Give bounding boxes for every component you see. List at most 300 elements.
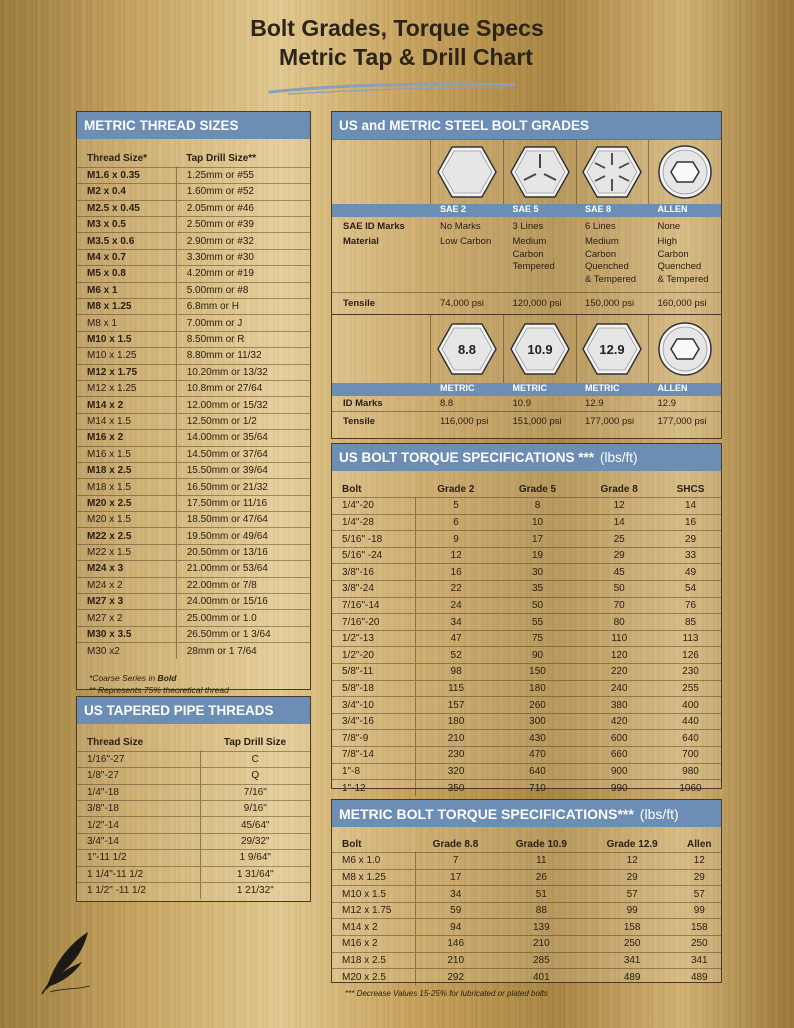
torque-value-cell: 9: [415, 531, 497, 548]
torque-value-cell: 210: [415, 952, 496, 969]
material-line: Carbon: [512, 248, 544, 260]
grade-name: SAE 5: [512, 204, 539, 214]
column-header: SHCS: [676, 483, 705, 495]
thread-size-cell: M18 x 1.5: [77, 479, 176, 495]
torque-value-cell: 49: [660, 564, 721, 581]
table-row: [77, 544, 310, 560]
metric-id-label: ID Marks: [343, 398, 383, 409]
tap-drill-cell: 14.00mm or 35/64: [176, 430, 310, 446]
bolt-size-cell: 1/4"-28: [332, 514, 415, 531]
column-header: Bolt: [342, 838, 362, 850]
table-row: [77, 233, 310, 249]
tap-drill-cell: 7/16": [200, 784, 310, 800]
tap-drill-cell: 15.50mm or 39/64: [176, 462, 310, 478]
col-tap-drill: Tap Drill Size: [223, 737, 287, 749]
column-header: Grade 12.9: [606, 838, 658, 850]
id-mark: 12.9: [657, 398, 676, 409]
metric-torque-panel: [331, 799, 722, 983]
torque-value-cell: 29: [578, 547, 660, 564]
table-row: [77, 643, 310, 659]
thread-size-cell: 3/8"-18: [77, 801, 200, 817]
title-line-2: Metric Tap & Drill Chart: [279, 44, 533, 70]
thread-size-cell: M1.6 x 0.35: [77, 167, 176, 183]
id-mark: 6 Lines: [585, 221, 616, 232]
thread-size-cell: M14 x 2: [77, 397, 176, 413]
thread-size-cell: M12 x 1.75: [77, 364, 176, 380]
table-row: [77, 850, 310, 866]
torque-value-cell: 210: [496, 936, 587, 953]
thread-size-cell: M2 x 0.4: [77, 184, 176, 200]
material-line: Low Carbon: [440, 236, 492, 247]
table-row: [77, 817, 310, 833]
torque-value-cell: 250: [587, 936, 678, 953]
tap-drill-cell: 24.00mm or 15/16: [176, 594, 310, 610]
torque-value-cell: 19: [497, 547, 579, 564]
tap-drill-cell: 12.00mm or 15/32: [176, 397, 310, 413]
table-row: [77, 299, 310, 315]
torque-value-cell: 158: [587, 919, 678, 936]
col-thread-size: Thread Size*: [87, 153, 148, 165]
metric-thread-sizes-panel: [76, 111, 311, 696]
tap-drill-cell: 20.50mm or 13/16: [176, 544, 310, 560]
torque-value-cell: 115: [415, 680, 497, 697]
tap-drill-cell: 2.50mm or #39: [176, 217, 310, 233]
bolt-size-cell: 1"-8: [332, 763, 415, 780]
table-row: [332, 697, 721, 714]
col-tap-drill: Tap Drill Size**: [186, 153, 257, 165]
tap-drill-cell: 29/32": [200, 833, 310, 849]
bolt-size-cell: 7/8"-14: [332, 747, 415, 764]
torque-value-cell: 45: [578, 564, 660, 581]
us-tapered-heading: US TAPERED PIPE THREADS: [77, 697, 310, 724]
id-mark: No Marks: [440, 221, 481, 232]
torque-value-cell: 180: [415, 713, 497, 730]
thread-size-cell: 1 1/2" -11 1/2: [77, 883, 200, 899]
column-header: Allen: [687, 838, 712, 850]
column-header: Bolt: [342, 483, 362, 495]
tap-drill-cell: Q: [200, 768, 310, 784]
bolt-size-cell: 3/4"-10: [332, 697, 415, 714]
metric-torque-heading: [332, 800, 721, 827]
sae-grade-names: [332, 204, 721, 217]
tap-drill-cell: 1 9/64": [200, 850, 310, 866]
table-row: [77, 364, 310, 380]
torque-value-cell: 120: [578, 647, 660, 664]
note-theoretical: ** Represents 75% theoretical thread: [89, 685, 229, 696]
material-line: Tempered: [512, 261, 555, 272]
torque-value-cell: 88: [496, 902, 587, 919]
tensile-value: 160,000 psi: [657, 298, 707, 309]
column-header: Grade 10.9: [515, 838, 567, 850]
thread-size-cell: M10 x 1.5: [77, 331, 176, 347]
torque-value-cell: 341: [587, 952, 678, 969]
note-coarse-prefix: *Coarse Series in: [89, 673, 158, 684]
table-row: [332, 969, 721, 986]
torque-value-cell: 6: [415, 514, 497, 531]
thread-size-cell: M5 x 0.8: [77, 266, 176, 282]
table-row: [332, 564, 721, 581]
torque-value-cell: 94: [415, 919, 496, 936]
torque-value-cell: 11: [496, 853, 587, 870]
torque-value-cell: 29: [660, 531, 721, 548]
bolt-size-cell: 5/16" -24: [332, 547, 415, 564]
sae-tensile-row: [332, 292, 721, 314]
table-row: [332, 886, 721, 903]
torque-value-cell: 341: [678, 952, 721, 969]
thread-size-cell: M27 x 3: [77, 594, 176, 610]
metric-head-icons: [332, 314, 721, 383]
metric-torque-unit: (lbs/ft): [639, 805, 679, 822]
us-torque-title: US BOLT TORQUE SPECIFICATIONS ***: [339, 450, 595, 465]
torque-value-cell: 489: [587, 969, 678, 986]
thread-size-cell: M16 x 1.5: [77, 446, 176, 462]
thread-size-cell: M3.5 x 0.6: [77, 233, 176, 249]
thread-size-cell: M14 x 1.5: [77, 413, 176, 429]
table-row: [77, 512, 310, 528]
torque-value-cell: 52: [415, 647, 497, 664]
torque-value-cell: 380: [578, 697, 660, 714]
torque-value-cell: 430: [497, 730, 579, 747]
tap-drill-cell: 8.50mm or R: [176, 331, 310, 347]
torque-value-cell: 14: [660, 498, 721, 515]
table-row: [332, 547, 721, 564]
thread-size-cell: M20 x 2.5: [77, 495, 176, 511]
bolt-size-cell: M16 x 2: [332, 936, 415, 953]
torque-value-cell: 17: [415, 869, 496, 886]
torque-value-cell: 158: [678, 919, 721, 936]
table-row: [77, 495, 310, 511]
torque-value-cell: 489: [678, 969, 721, 986]
bolt-size-cell: 7/8"-9: [332, 730, 415, 747]
torque-value-cell: 990: [578, 780, 660, 797]
torque-value-cell: 113: [660, 630, 721, 647]
sae2-head-icon: [431, 140, 504, 204]
torque-value-cell: 12: [587, 853, 678, 870]
table-row: [332, 498, 721, 515]
tap-drill-cell: 9/16": [200, 801, 310, 817]
thread-size-cell: M8 x 1: [77, 315, 176, 331]
sae8-head-icon: [577, 140, 650, 204]
bolt-size-cell: M10 x 1.5: [332, 886, 415, 903]
us-torque-heading: [332, 444, 721, 471]
us-tapered-table: [77, 735, 310, 899]
torque-value-cell: 157: [415, 697, 497, 714]
bolt-grades-heading: US and METRIC STEEL BOLT GRADES: [332, 112, 721, 139]
torque-value-cell: 57: [587, 886, 678, 903]
table-row: [77, 528, 310, 544]
table-row: [332, 664, 721, 681]
table-row: [332, 614, 721, 631]
torque-value-cell: 54: [660, 581, 721, 598]
tensile-label: Tensile: [343, 415, 376, 427]
table-row: [77, 200, 310, 216]
table-row: [77, 430, 310, 446]
thread-size-cell: M10 x 1.25: [77, 348, 176, 364]
metric-88-head-icon: [431, 315, 504, 383]
table-row: [77, 380, 310, 396]
torque-value-cell: 5: [415, 498, 497, 515]
bolt-size-cell: 1"-12: [332, 780, 415, 797]
torque-value-cell: 420: [578, 713, 660, 730]
torque-value-cell: 50: [578, 581, 660, 598]
thread-size-cell: M18 x 2.5: [77, 462, 176, 478]
thread-size-cell: M6 x 1: [77, 282, 176, 298]
table-row: [77, 626, 310, 642]
table-row: [332, 581, 721, 598]
torque-value-cell: 710: [497, 780, 579, 797]
thread-size-cell: M3 x 0.5: [77, 217, 176, 233]
torque-value-cell: 75: [497, 630, 579, 647]
metric-id-marks-row: [332, 396, 721, 411]
tap-drill-cell: 19.50mm or 49/64: [176, 528, 310, 544]
us-torque-panel: [331, 443, 722, 794]
us-torque-unit: (lbs/ft): [600, 450, 638, 465]
id-mark: 8.8: [440, 398, 454, 409]
thread-size-cell: 3/4"-14: [77, 833, 200, 849]
torque-value-cell: 8: [497, 498, 579, 515]
bolt-size-cell: 1/4"-20: [332, 498, 415, 515]
thread-size-cell: 1"-11 1/2: [77, 850, 200, 866]
thread-size-cell: M30 x 3.5: [77, 626, 176, 642]
torque-value-cell: 12: [678, 853, 721, 870]
tap-drill-cell: 2.90mm or #32: [176, 233, 310, 249]
torque-value-cell: 300: [497, 713, 579, 730]
table-row: [77, 315, 310, 331]
sae-head-icons: [332, 139, 721, 204]
tap-drill-cell: 1 21/32": [200, 883, 310, 899]
page-title: [0, 14, 794, 72]
torque-footnote: *** Decrease Values 15-25% for lubricated or plated bolts: [345, 989, 548, 998]
grade-name: ALLEN: [657, 204, 688, 214]
table-row: [77, 751, 310, 767]
tap-drill-cell: 7.00mm or J: [176, 315, 310, 331]
tap-drill-cell: 26.50mm or 1 3/64: [176, 626, 310, 642]
torque-value-cell: 59: [415, 902, 496, 919]
torque-value-cell: 99: [678, 902, 721, 919]
torque-value-cell: 33: [660, 547, 721, 564]
torque-value-cell: 12: [578, 498, 660, 515]
table-row: [332, 936, 721, 953]
metric-tensile-row: [332, 411, 721, 430]
bolt-size-cell: M14 x 2: [332, 919, 415, 936]
metric-thread-notes: [77, 659, 310, 696]
torque-value-cell: 25: [578, 531, 660, 548]
table-row: [77, 331, 310, 347]
tap-drill-cell: 18.50mm or 47/64: [176, 512, 310, 528]
grade-name: METRIC: [512, 383, 547, 393]
torque-value-cell: 55: [497, 614, 579, 631]
bolt-size-cell: M18 x 2.5: [332, 952, 415, 969]
torque-value-cell: 7: [415, 853, 496, 870]
table-row: [332, 747, 721, 764]
table-row: [332, 919, 721, 936]
tap-drill-cell: 8.80mm or 11/32: [176, 348, 310, 364]
torque-value-cell: 57: [678, 886, 721, 903]
tensile-value: 151,000 psi: [512, 415, 562, 427]
thread-size-cell: M4 x 0.7: [77, 249, 176, 265]
bolt-size-cell: M8 x 1.25: [332, 869, 415, 886]
torque-value-cell: 1060: [660, 780, 721, 797]
sae-id-marks-row: [332, 217, 721, 236]
column-header: Grade 8.8: [432, 838, 479, 850]
metric-thread-table: [77, 151, 310, 659]
table-row: [332, 514, 721, 531]
tap-drill-cell: 1 31/64": [200, 866, 310, 882]
torque-value-cell: 210: [415, 730, 497, 747]
torque-value-cell: 660: [578, 747, 660, 764]
torque-value-cell: 400: [660, 697, 721, 714]
quill-feather-icon: [38, 928, 98, 996]
torque-value-cell: 900: [578, 763, 660, 780]
tap-drill-cell: 10.8mm or 27/64: [176, 380, 310, 396]
column-header: Grade 5: [518, 483, 557, 495]
grade-name: ALLEN: [657, 383, 688, 393]
metric-grade-names: [332, 383, 721, 396]
table-row: [332, 853, 721, 870]
material-value: [649, 236, 722, 292]
note-coarse-bold: Bold: [157, 673, 177, 684]
tap-drill-cell: 3.30mm or #30: [176, 249, 310, 265]
torque-value-cell: 29: [678, 869, 721, 886]
table-row: [77, 249, 310, 265]
torque-value-cell: 150: [497, 664, 579, 681]
thread-size-cell: M12 x 1.25: [77, 380, 176, 396]
sae-id-label: SAE ID Marks: [343, 221, 405, 232]
bolt-size-cell: M12 x 1.75: [332, 902, 415, 919]
bolt-size-cell: 3/8"-24: [332, 581, 415, 598]
torque-value-cell: 76: [660, 597, 721, 614]
table-row: [77, 801, 310, 817]
torque-value-cell: 600: [578, 730, 660, 747]
material-value: [576, 236, 649, 292]
thread-size-cell: 1/4"-18: [77, 784, 200, 800]
metric-129-head-icon: [577, 315, 650, 383]
thread-size-cell: M20 x 1.5: [77, 512, 176, 528]
table-row: [332, 680, 721, 697]
metric-allen-head-icon: [649, 315, 721, 383]
torque-value-cell: 14: [578, 514, 660, 531]
torque-value-cell: 700: [660, 747, 721, 764]
tap-drill-cell: 28mm or 1 7/64: [176, 643, 310, 659]
table-row: [77, 167, 310, 183]
torque-value-cell: 292: [415, 969, 496, 986]
table-row: [332, 869, 721, 886]
material-line: High: [657, 236, 678, 247]
table-row: [77, 217, 310, 233]
metric-head-label: 12.9: [599, 342, 626, 357]
torque-value-cell: 30: [497, 564, 579, 581]
table-row: [77, 184, 310, 200]
thread-size-cell: M30 x2: [77, 643, 176, 659]
torque-value-cell: 220: [578, 664, 660, 681]
tap-drill-cell: 17.50mm or 11/16: [176, 495, 310, 511]
bolt-size-cell: 7/16"-20: [332, 614, 415, 631]
torque-value-cell: 26: [496, 869, 587, 886]
metric-head-label: 8.8: [457, 342, 476, 357]
thread-size-cell: 1/8"-27: [77, 768, 200, 784]
thread-size-cell: M22 x 2.5: [77, 528, 176, 544]
bolt-size-cell: 7/16"-14: [332, 597, 415, 614]
table-row: [77, 768, 310, 784]
table-row: [332, 597, 721, 614]
thread-size-cell: M16 x 2: [77, 430, 176, 446]
title-line-1: Bolt Grades, Torque Specs: [250, 15, 544, 41]
tap-drill-cell: 1.25mm or #55: [176, 167, 310, 183]
tap-drill-cell: 5.00mm or #8: [176, 282, 310, 298]
torque-value-cell: 285: [496, 952, 587, 969]
material-line: Carbon: [657, 248, 689, 260]
us-tapered-pipe-panel: [76, 696, 311, 902]
torque-value-cell: 640: [660, 730, 721, 747]
table-row: [77, 784, 310, 800]
torque-value-cell: 24: [415, 597, 497, 614]
torque-value-cell: 640: [497, 763, 579, 780]
table-row: [77, 282, 310, 298]
bolt-size-cell: 3/4"-16: [332, 713, 415, 730]
metric-thread-heading: METRIC THREAD SIZES: [77, 112, 310, 139]
bolt-grades-panel: [331, 111, 722, 439]
bolt-size-cell: M20 x 2.5: [332, 969, 415, 986]
tensile-label: Tensile: [343, 298, 376, 309]
torque-value-cell: 85: [660, 614, 721, 631]
torque-value-cell: 230: [660, 664, 721, 681]
tensile-value: 177,000 psi: [585, 415, 635, 427]
tap-drill-cell: 45/64": [200, 817, 310, 833]
torque-value-cell: 34: [415, 614, 497, 631]
metric-torque-title: METRIC BOLT TORQUE SPECIFICATIONS***: [339, 805, 634, 822]
torque-value-cell: 34: [415, 886, 496, 903]
grade-name: SAE 2: [440, 204, 467, 214]
id-mark: 3 Lines: [512, 221, 544, 232]
tap-drill-cell: 25.00mm or 1.0: [176, 610, 310, 626]
id-mark: 10.9: [512, 398, 531, 409]
tensile-value: 74,000 psi: [440, 298, 484, 309]
torque-value-cell: 401: [496, 969, 587, 986]
torque-value-cell: 250: [678, 936, 721, 953]
id-mark: None: [657, 221, 681, 232]
torque-value-cell: 470: [497, 747, 579, 764]
tap-drill-cell: 6.8mm or H: [176, 299, 310, 315]
table-row: [77, 833, 310, 849]
torque-value-cell: 16: [660, 514, 721, 531]
torque-value-cell: 17: [497, 531, 579, 548]
bolt-size-cell: M6 x 1.0: [332, 853, 415, 870]
tap-drill-cell: 14.50mm or 37/64: [176, 446, 310, 462]
thread-size-cell: 1/2"-14: [77, 817, 200, 833]
table-row: [332, 713, 721, 730]
tap-drill-cell: 21.00mm or 53/64: [176, 561, 310, 577]
column-header: Grade 8: [600, 483, 638, 495]
table-row: [332, 531, 721, 548]
thread-size-cell: 1 1/4"-11 1/2: [77, 866, 200, 882]
torque-value-cell: 99: [587, 902, 678, 919]
column-header: Grade 2: [437, 483, 475, 495]
table-row: [77, 462, 310, 478]
metric-torque-table: [332, 836, 721, 985]
torque-value-cell: 29: [587, 869, 678, 886]
col-thread-size: Thread Size: [87, 737, 144, 749]
table-row: [77, 561, 310, 577]
tap-drill-cell: 10.20mm or 13/32: [176, 364, 310, 380]
torque-value-cell: 70: [578, 597, 660, 614]
table-row: [332, 763, 721, 780]
table-row: [332, 630, 721, 647]
tap-drill-cell: 12.50mm or 1/2: [176, 413, 310, 429]
material-line: Medium: [512, 236, 547, 247]
bolt-size-cell: 1/2"-13: [332, 630, 415, 647]
tap-drill-cell: 4.20mm or #19: [176, 266, 310, 282]
material-line: & Tempered: [585, 273, 637, 285]
